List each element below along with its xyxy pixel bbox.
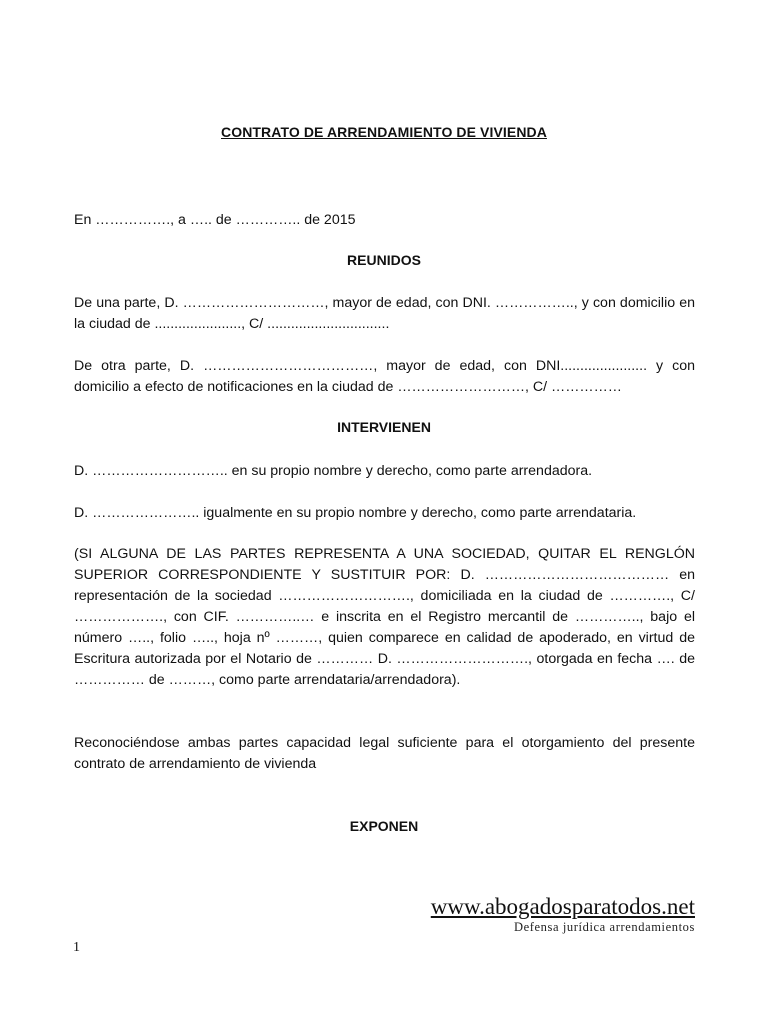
reunidos-paragraph: De otra parte, D. ………………………………, mayor de edad, con DNI...................... y con domicilio a efecto de notificaciones en la ciudad de ………………………, C/ …………… bbox=[74, 358, 695, 395]
intervienen-paragraph: D. ………………….. igualmente en su propio nombre y derecho, como parte arrendataria. bbox=[74, 505, 637, 521]
reunidos-paragraph-1-block bbox=[74, 293, 695, 335]
intervienen-paragraph: D. ……………………….. en su propio nombre y derecho, como parte arrendadora. bbox=[74, 463, 593, 479]
date-line: En ……………., a ….. de ………….. de 2015 bbox=[74, 212, 356, 228]
intervienen-paragraph: Reconociéndose ambas partes capacidad legal suficiente para el otorgamiento del presente contrato de arrendamiento de vivienda bbox=[74, 735, 695, 772]
reunidos-paragraph-2-block bbox=[74, 356, 695, 398]
intervienen-paragraph-4-block bbox=[74, 733, 695, 775]
intervienen-paragraph-2-block bbox=[74, 503, 695, 524]
date-line-block bbox=[74, 210, 695, 231]
intervienen-paragraph-1-block bbox=[74, 461, 695, 482]
footer-website-link[interactable]: www.abogadosparatodos.net bbox=[430, 894, 695, 919]
reunidos-paragraph: De una parte, D. …………………………, mayor de edad, con DNI. …………….., y con domicilio en la ciudad de ......................, C/ ............................... bbox=[74, 295, 695, 332]
footer-tagline: Defensa jurídica arrendamientos bbox=[513, 920, 695, 934]
page-number: 1 bbox=[73, 940, 80, 955]
intervienen-paragraph-3-block bbox=[74, 544, 695, 691]
section-heading-reunidos: REUNIDOS bbox=[347, 252, 421, 268]
intervienen-paragraph: (SI ALGUNA DE LAS PARTES REPRESENTA A UNA SOCIEDAD, QUITAR EL RENGLÓN SUPERIOR CORRESPONDIENTE Y SUSTITUIR POR: D. ………………………………… en representación de la sociedad ………………………., domiciliada en la ciudad de …………., C/ ………………., con CIF. …………..… e inscrita en el Registro mercantil de ………….., bajo el número ….., folio ….., hoja nº ………, quien comparece en calidad de apoderado, en virtud de Escritura autorizada por el Notario de ………… D. ………………………., otorgada en fecha …. de …………… de ………, como parte arrendataria/arrendadora). bbox=[74, 546, 695, 688]
section-heading-exponen: EXPONEN bbox=[349, 818, 419, 834]
document-title: CONTRATO DE ARRENDAMIENTO DE VIVIENDA bbox=[221, 124, 547, 140]
section-heading-intervienen: INTERVIENEN bbox=[337, 419, 431, 435]
